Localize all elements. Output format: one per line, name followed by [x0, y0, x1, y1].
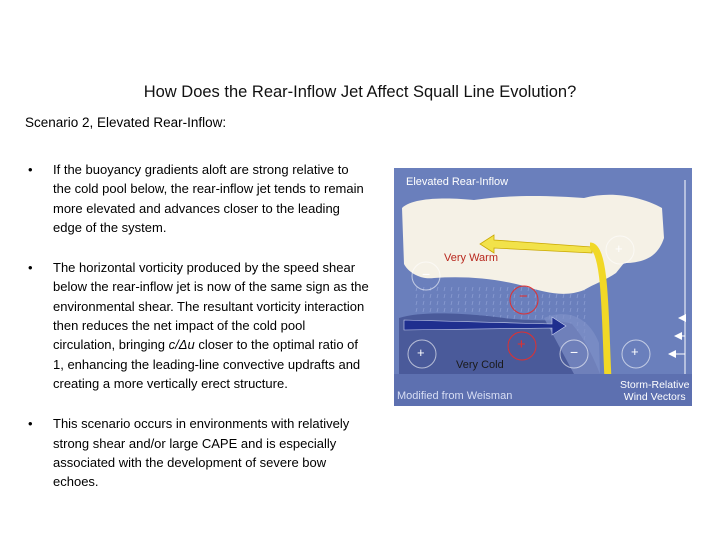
- wind-vectors: [670, 180, 685, 374]
- bullet-item-1: [25, 160, 370, 237]
- bullet-marker: •: [28, 416, 33, 432]
- minus-sign: −: [422, 266, 431, 282]
- vectors-label-line: Wind Vectors: [623, 391, 686, 403]
- ratio-term: c/Δu: [168, 337, 195, 353]
- bullet-marker: •: [28, 162, 33, 177]
- bullet-text-part: closer to the optimal ratio of 1, enhancing the leading-line convective updrafts and creating a more vertically erect structure.: [53, 337, 361, 391]
- vectors-label-line: Storm-Relative: [620, 379, 690, 391]
- elevated-rear-inflow-diagram: [394, 168, 692, 406]
- minus-sign: −: [570, 344, 579, 360]
- diagram-graphic: [394, 168, 692, 406]
- vectors-label: [620, 379, 689, 403]
- slide-title: How Does the Rear-Inflow Jet Affect Squall Line Evolution?: [143, 83, 577, 101]
- diagram-heading: Elevated Rear-Inflow: [406, 176, 509, 188]
- slide-subtitle: Scenario 2, Elevated Rear-Inflow:: [25, 115, 227, 130]
- bullet-item-3: [25, 414, 370, 491]
- plus-sign: +: [417, 345, 425, 360]
- bullet-text-part: The horizontal vorticity produced by the speed shear below the rear-inflow jet is now of the same sign as the environmental shear. The resultant vorticity interaction then reduces the net impact of the cold pool circulation, bringing: [53, 260, 369, 353]
- credit-label: Modified from Weisman: [397, 390, 513, 402]
- bullet-text: [53, 260, 369, 391]
- plus-sign: +: [631, 344, 639, 359]
- bullet-list: [25, 160, 370, 512]
- plus-sign: +: [517, 336, 526, 353]
- warm-label: Very Warm: [444, 252, 498, 264]
- minus-sign: −: [519, 288, 528, 305]
- bullet-text: This scenario occurs in environments with relatively strong shear and/or large CAPE and is especially associated with the development of severe bow echoes.: [53, 416, 350, 490]
- bullet-text: If the buoyancy gradients aloft are strong relative to the cold pool below, the rear-inflow jet tends to remain more elevated and advances closer to the leading edge of the system.: [53, 162, 364, 235]
- bullet-marker: •: [28, 260, 33, 276]
- plus-sign: +: [615, 241, 623, 256]
- cold-label: Very Cold: [456, 359, 504, 371]
- bullet-item-2: [25, 258, 370, 393]
